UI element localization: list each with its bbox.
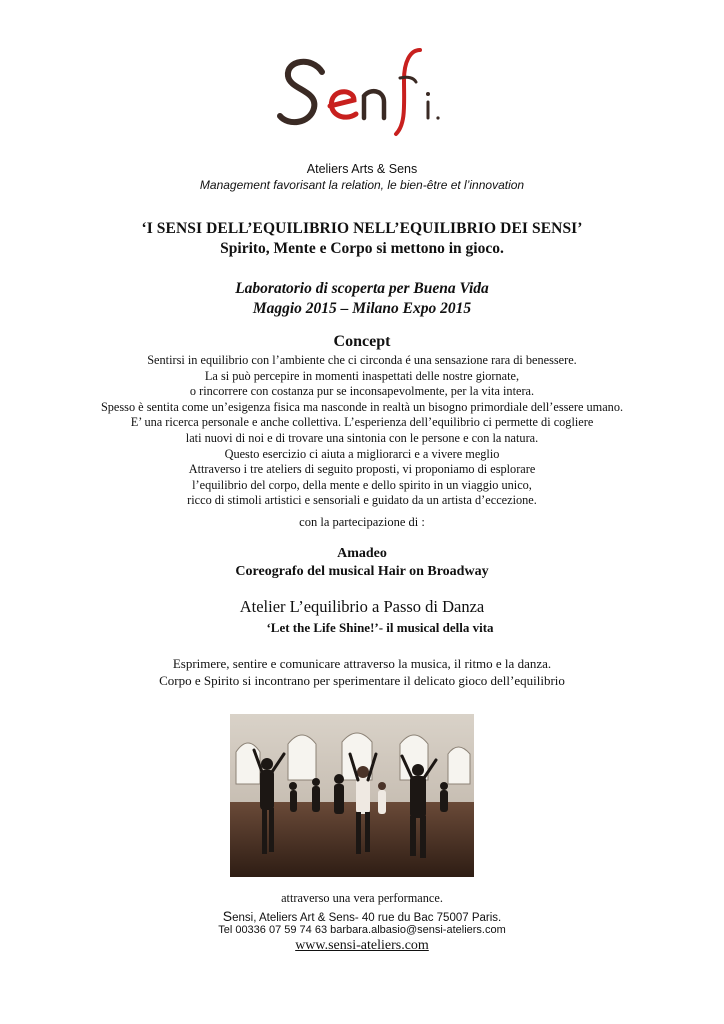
performance-line: attraverso una vera performance. [281,891,443,905]
atelier-subtitle: ‘Let the Life Shine!’- il musical della vita [266,620,494,635]
participation-label: con la partecipazione di : [299,515,425,529]
artist-role: Coreografo del musical Hair on Broadway [235,564,489,579]
footer-contact: Tel 00336 07 59 74 63 barbara.albasio@sensi-ateliers.com [218,924,506,936]
concept-paragraph [0,353,724,509]
page-subtitle: Spirito, Mente e Corpo si mettono in gioco. [220,240,504,257]
event-date-line: Maggio 2015 – Milano Expo 2015 [252,300,472,317]
laboratorio-line: Laboratorio di scoperta per Buena Vida [235,280,489,297]
concept-line: o rincorrere con costanza pur se inconsapevolmente, per la vita intera. [189,384,535,399]
footer-address [0,908,724,924]
description-line: Esprimere, sentire e comunicare attraverso la musica, il ritmo e la danza. [172,656,552,671]
artist-name: Amadeo [337,546,387,561]
page-title: ‘I SENSI DELL’EQUILIBRIO NELL’EQUILIBRIO DEI SENSI’ [141,220,583,237]
address-text: ensi, Ateliers Art & Sens- 40 rue du Bac 75007 Paris. [232,912,502,924]
concept-line: Sentirsi in equilibrio con l’ambiente che ci circonda é una sensazione rara di benessere. [147,353,577,367]
concept-line: l’equilibrio del corpo, della mente e dello spirito in un viaggio unico, [192,477,532,492]
dance-class-photo [230,714,474,877]
concept-line: ricco di stimoli artistici e sensoriali e guidato da un artista d’eccezione. [187,493,537,508]
address-initial: S [222,908,233,924]
sensi-logo [274,42,454,142]
tagline: Management favorisant la relation, le bien-être et l’innovation [199,178,525,192]
website-link[interactable]: www.sensi-ateliers.com [295,938,429,953]
concept-line: lati nuovi di noi e di trovare una sintonia con le persone e con la natura. [185,430,539,445]
org-name: Ateliers Arts & Sens [306,162,418,176]
concept-line: Attraverso i tre ateliers di seguito proposti, vi proponiamo di esplorare [188,462,536,477]
atelier-title: Atelier L’equilibrio a Passo di Danza [239,597,485,616]
concept-line: La si può percepire in momenti inaspettati delle nostre giornate, [204,368,520,383]
description-line: Corpo e Spirito si incontrano per sperimentare il delicato gioco dell’equilibrio [159,673,565,688]
concept-line: E’ una ricerca personale e anche collettiva. L’esperienza dell’equilibrio ci permette di cogliere [130,415,594,430]
concept-line: Questo esercizio ci aiuta a migliorarci e a vivere meglio [224,446,500,461]
concept-heading: Concept [333,333,391,350]
concept-line: Spesso è sentita come un’esigenza fisica ma nasconde in realtà un bisogno primordiale dell’essere umano. [100,399,624,414]
